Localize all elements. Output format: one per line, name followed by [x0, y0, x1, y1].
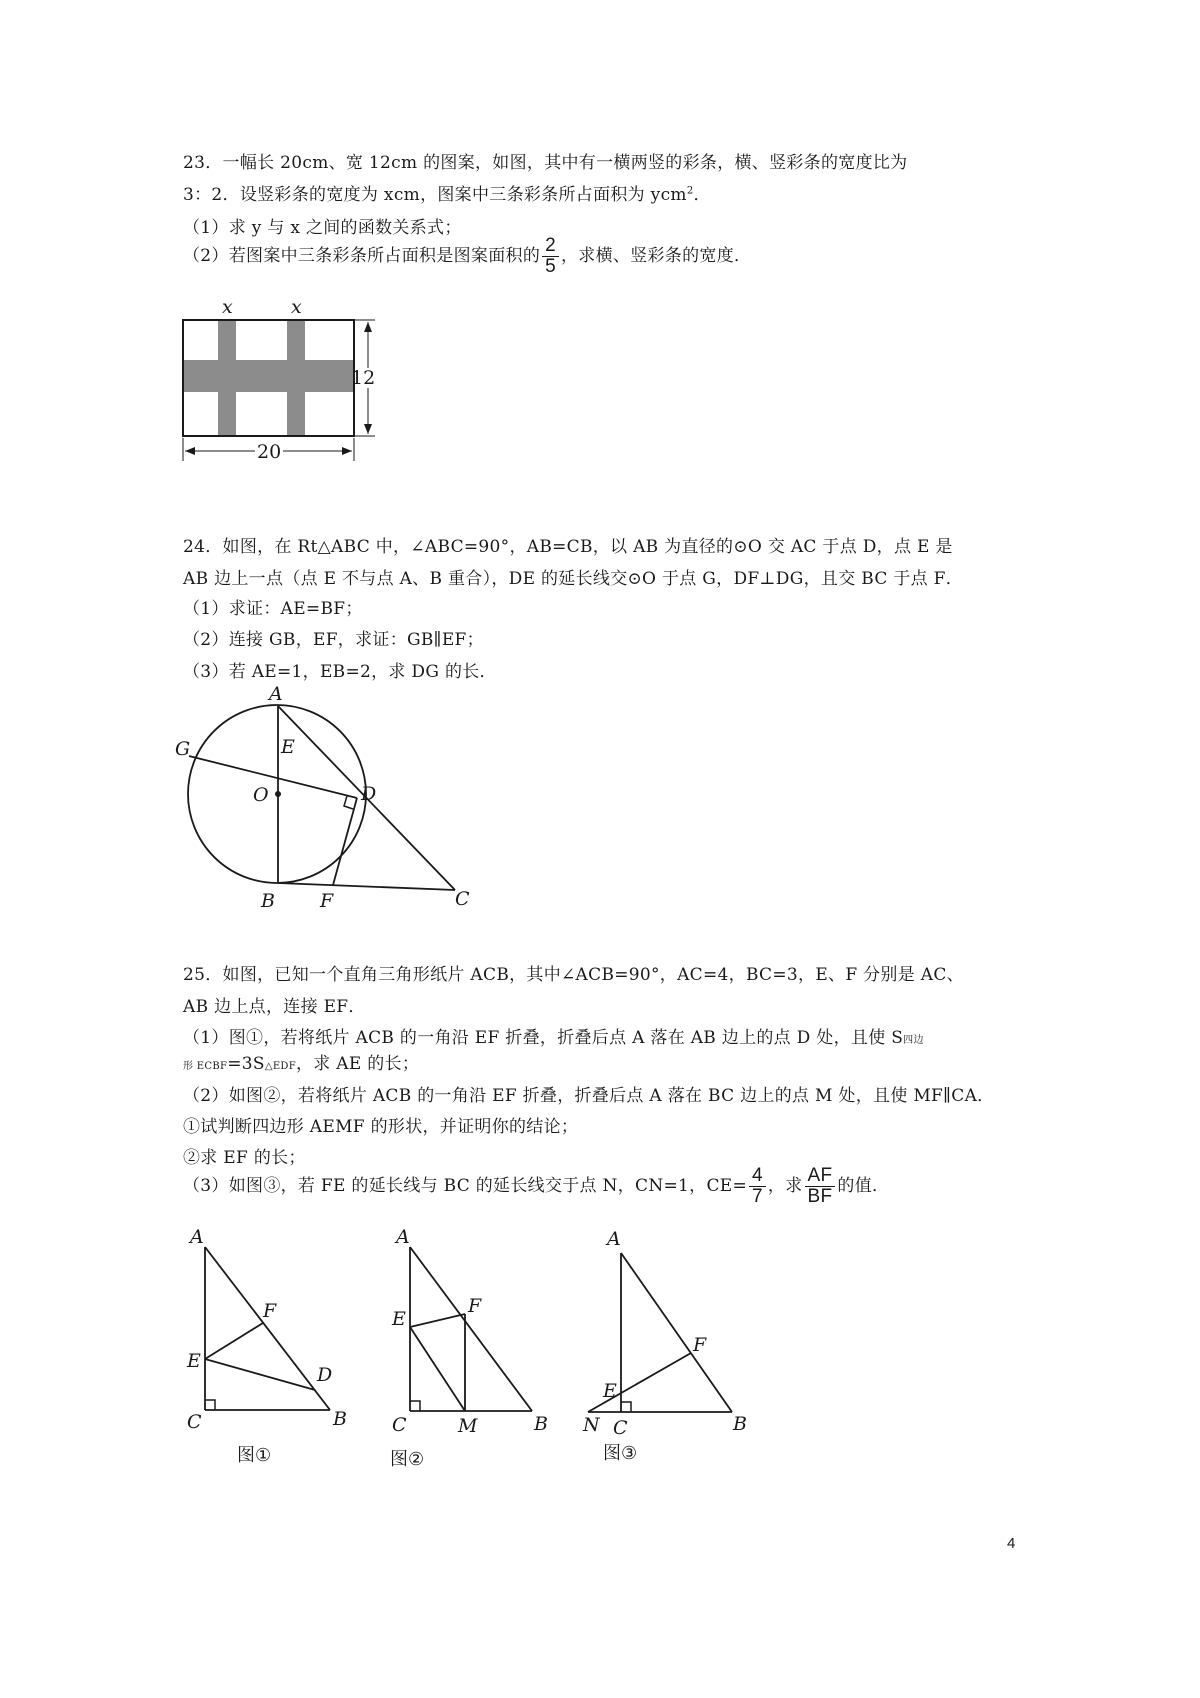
q25-part3-text: （3）如图③，若 FE 的延长线与 BC 的延长线交于点 N，CN=1，CE= — [183, 1176, 748, 1196]
q25-part1-eq: =3S — [227, 1054, 265, 1074]
label-E: E — [603, 1380, 617, 1402]
height-arrow-down — [364, 424, 372, 434]
label-C: C — [455, 888, 470, 910]
segment-ab — [621, 1253, 732, 1412]
label-G: G — [175, 738, 191, 760]
segment-ed — [205, 1359, 315, 1390]
q24-line2: AB 边上一点（点 E 不与点 A、B 重合），DE 的延长线交⊙O 于点 G，DF⊥DG，且交 BC 于点 F． — [183, 569, 964, 589]
width-arrow-right — [342, 447, 352, 455]
q23-part2-text: （2）若图案中三条彩条所占面积是图案面积的 — [183, 246, 541, 266]
label-O: O — [253, 784, 269, 806]
label-A: A — [269, 683, 283, 705]
segment-ef — [410, 1314, 465, 1327]
q25-frac-den2: BF — [807, 1186, 833, 1207]
q23-line2-end: ． — [693, 185, 711, 205]
q23-part1: （1）求 y 与 x 之间的函数关系式； — [183, 218, 462, 238]
q25-figure-3 — [585, 1225, 765, 1470]
label-x1: x — [222, 296, 233, 318]
q23-part2-end: ，求横、竖彩条的宽度． — [561, 246, 752, 266]
label-B: B — [333, 1408, 347, 1430]
q24-part3: （3）若 AE=1，EB=2，求 DG 的长． — [183, 662, 497, 682]
label-12: 12 — [351, 367, 376, 389]
label-C: C — [613, 1417, 628, 1439]
segment-bc — [278, 883, 455, 890]
center-point — [275, 791, 281, 797]
label-C: C — [187, 1411, 202, 1433]
page-number: 4 — [1007, 1535, 1016, 1552]
q23-line1: 23．一幅长 20cm、宽 12cm 的图案，如图，其中有一横两竖的彩条，横、竖彩条的宽度比为 — [183, 153, 908, 173]
q25-part3 — [183, 1166, 889, 1207]
label-B: B — [534, 1413, 548, 1435]
segment-ab — [205, 1247, 333, 1410]
q25-part1-end: ，求 AE 的长； — [295, 1054, 420, 1074]
label-E: E — [392, 1308, 406, 1330]
q23-figure — [175, 296, 395, 476]
horizontal-stripe — [183, 360, 354, 392]
q25-frac-den: 7 — [752, 1186, 763, 1207]
q25-part1-text: （1）图①，若将纸片 ACB 的一角沿 EF 折叠，折叠后点 A 落在 AB 边上的点 D 处，且使 S — [183, 1028, 904, 1048]
label-N: N — [583, 1414, 600, 1436]
right-angle-mark — [410, 1401, 420, 1411]
label-F: F — [468, 1295, 482, 1317]
caption-fig2: 图② — [390, 1449, 425, 1470]
label-D: D — [317, 1364, 333, 1386]
q24-figure — [175, 683, 475, 923]
right-angle-mark — [621, 1402, 631, 1412]
label-C: C — [392, 1414, 407, 1436]
label-F: F — [693, 1334, 707, 1356]
label-M: M — [458, 1415, 478, 1437]
segment-df — [333, 798, 357, 885]
q25-fraction-ce — [749, 1166, 766, 1207]
q24-part2: （2）连接 GB，EF，求证：GB∥EF； — [183, 630, 484, 650]
q24-line1: 24．如图，在 Rt△ABC 中，∠ABC=90°，AB=CB，以 AB 为直径的⊙O 交 AC 于点 D，点 E 是 — [183, 537, 953, 557]
label-20: 20 — [257, 441, 282, 463]
q23-line2-sup: 2 — [686, 185, 694, 197]
label-D: D — [361, 783, 377, 805]
width-arrow-left — [185, 447, 195, 455]
vertical-stripe-2 — [287, 320, 305, 436]
right-angle-mark — [205, 1400, 215, 1410]
q25-line1: 25．如图，已知一个直角三角形纸片 ACB，其中∠ACB=90°，AC=4，BC=3，E、F 分别是 AC、 — [183, 965, 964, 985]
q24-part1: （1）求证：AE=BF； — [183, 599, 363, 619]
q25-part1 — [183, 1023, 924, 1048]
label-E: E — [187, 1350, 201, 1372]
q23-fraction — [542, 236, 559, 277]
segment-em — [410, 1327, 465, 1411]
height-arrow-up — [364, 322, 372, 332]
q23-line2-text: 3：2．设竖彩条的宽度为 xcm，图案中三条彩条所占面积为 ycm — [183, 185, 687, 205]
label-x2: x — [291, 296, 302, 318]
q25-part2: （2）如图②，若将纸片 ACB 的一角沿 EF 折叠，折叠后点 A 落在 BC 边上的点 M 处，且使 MF∥CA． — [183, 1086, 995, 1106]
label-B: B — [733, 1413, 747, 1435]
label-F: F — [320, 890, 334, 912]
q25-part2-1: ①试判断四边形 AEMF 的形状，并证明你的结论； — [183, 1117, 579, 1137]
q25-frac-num2: AF — [805, 1166, 836, 1187]
q23-frac-num: 2 — [542, 236, 559, 257]
q25-fraction-af-bf — [805, 1166, 836, 1207]
q25-part2-2: ②求 EF 的长； — [183, 1148, 306, 1168]
q25-frac-num: 4 — [749, 1166, 766, 1187]
q25-line2: AB 边上点，连接 EF． — [183, 997, 366, 1017]
segment-ab — [410, 1247, 532, 1411]
label-A: A — [190, 1226, 204, 1248]
q25-figure-2 — [380, 1225, 560, 1475]
vertical-stripe-1 — [218, 320, 236, 436]
segment-ef — [205, 1323, 263, 1359]
q25-part1-sub: 四边 — [903, 1035, 924, 1046]
q25-part1-sub2: 形 ECBF — [183, 1061, 228, 1072]
q25-part1-cont — [183, 1049, 419, 1074]
q23-line2 — [183, 180, 711, 205]
label-B: B — [261, 890, 275, 912]
q23-frac-den: 5 — [545, 256, 556, 277]
label-A: A — [607, 1228, 621, 1250]
q25-figure-1 — [175, 1225, 355, 1470]
q25-part3-mid: ，求 — [767, 1176, 803, 1196]
label-A: A — [396, 1226, 410, 1248]
q23-part2 — [183, 236, 751, 277]
right-angle-mark — [344, 796, 353, 809]
label-E: E — [281, 736, 295, 758]
q25-part3-end: 的值． — [837, 1176, 890, 1196]
q25-part1-sub3: △EDF — [264, 1061, 296, 1072]
caption-fig1: 图① — [237, 1445, 272, 1466]
label-F: F — [263, 1300, 277, 1322]
caption-fig3: 图③ — [603, 1443, 638, 1464]
